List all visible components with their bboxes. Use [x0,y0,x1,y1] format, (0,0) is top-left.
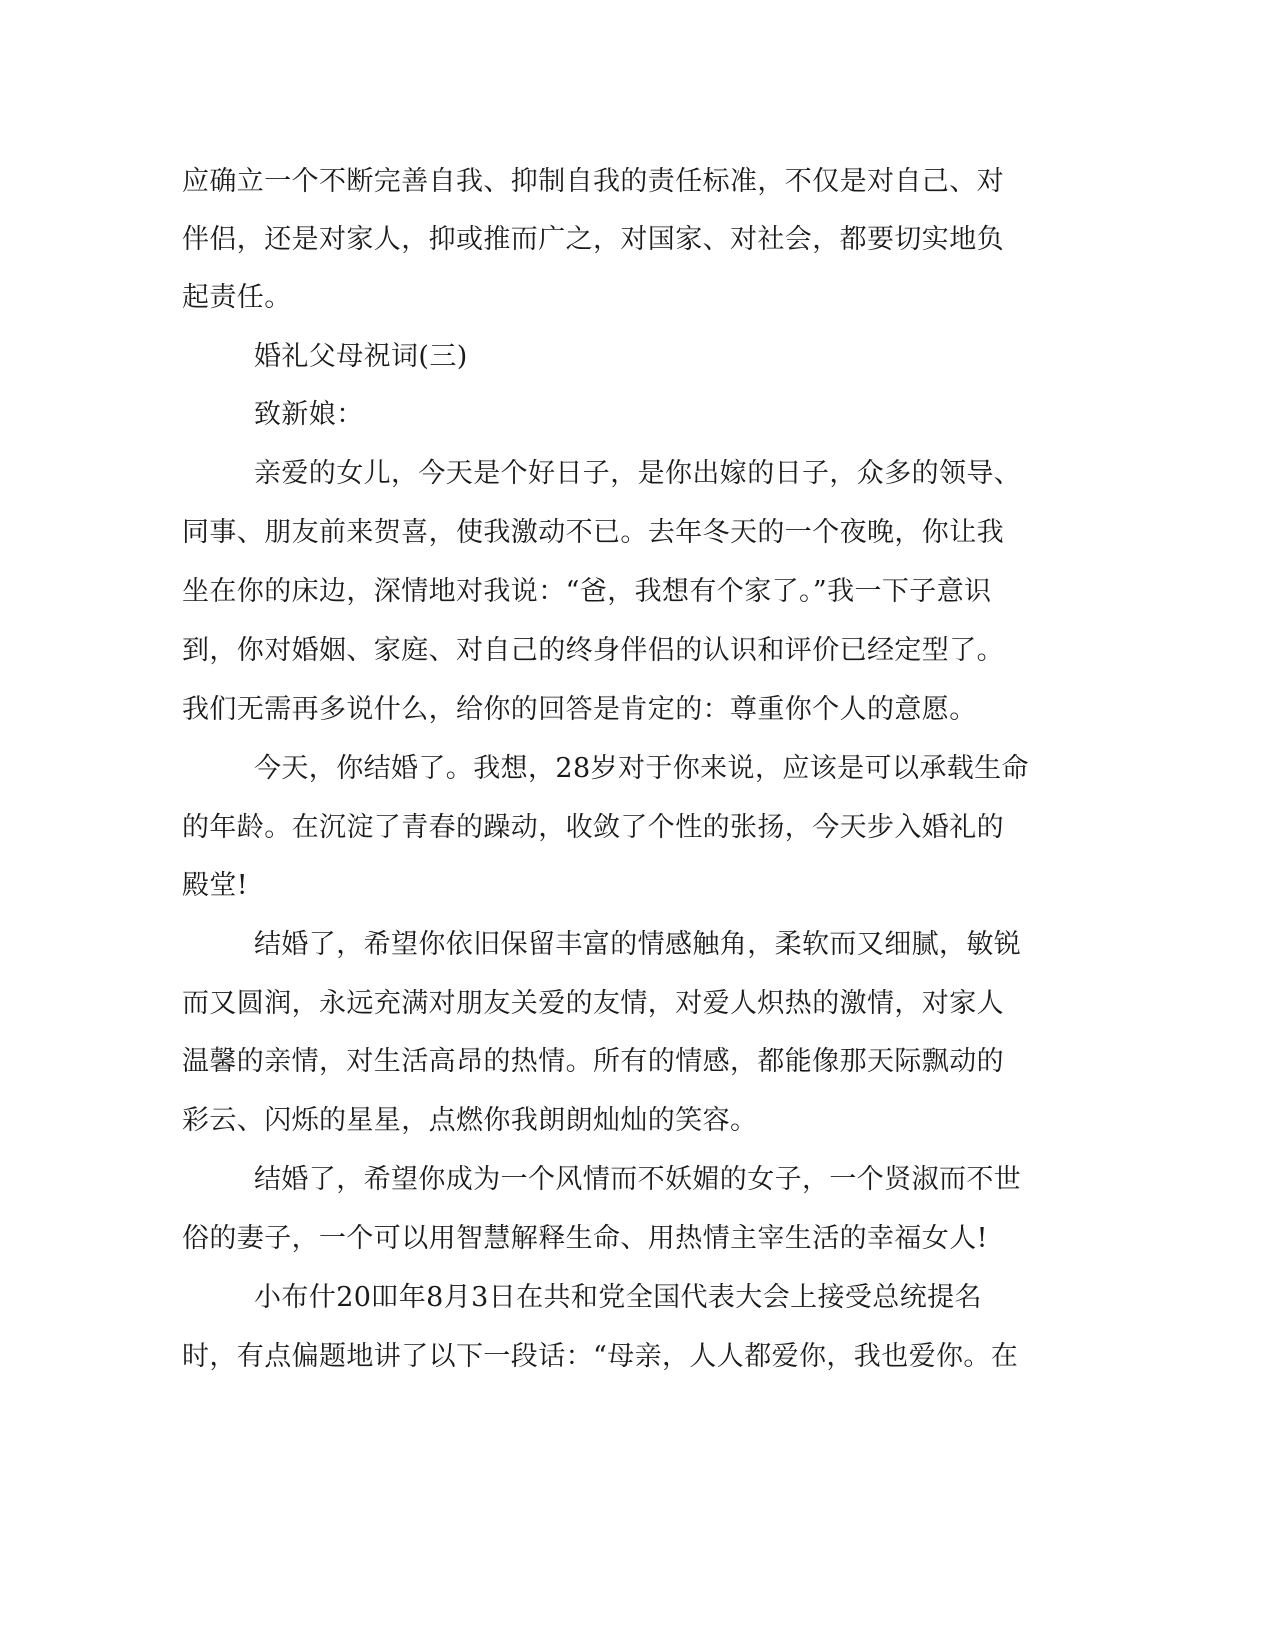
text-line: 坐在你的床边，深情地对我说：“爸，我想有个家了。”我一下子意识 [182,576,992,607]
text-line: 小布什20吅年8月3日在共和党全国代表大会上接受总统提名 [254,1282,982,1313]
text-line: 结婚了，希望你依旧保留丰富的情感触角，柔软而又细腻，敏锐 [254,929,1022,960]
text-line: 时，有点偏题地讲了以下一段话：“母亲，人人都爱你，我也爱你。在 [182,1341,1019,1372]
salutation: 致新娘： [254,399,364,430]
text-line: 到，你对婚姻、家庭、对自己的终身伴侣的认识和评价已经定型了。 [182,635,1004,666]
section-heading: 婚礼父母祝词(三) [254,341,468,372]
text-line: 温馨的亲情，对生活高昂的热情。所有的情感，都能像那天际飘动的 [182,1046,1004,1077]
text-line: 结婚了，希望你成为一个风情而不妖媚的女子，一个贤淑而不世 [254,1164,1022,1195]
text-line: 同事、朋友前来贺喜，使我激动不已。去年冬天的一个夜晚，你让我 [182,517,1004,548]
text-line: 而又圆润，永远充满对朋友关爱的友情，对爱人炽热的激情，对家人 [182,988,1004,1019]
text-line: 伴侣，还是对家人，抑或推而广之，对国家、对社会，都要切实地负 [182,224,1004,255]
text-line: 殿堂! [182,870,249,901]
text-line: 今天，你结婚了。我想，28岁对于你来说，应该是可以承载生命 [254,753,1029,784]
text-line: 起责任。 [182,282,292,313]
text-line: 的年龄。在沉淀了青春的躁动，收敛了个性的张扬，今天步入婚礼的 [182,812,1004,843]
text-line: 应确立一个不断完善自我、抑制自我的责任标准，不仅是对自己、对 [182,166,1004,197]
text-line: 俗的妻子，一个可以用智慧解释生命、用热情主宰生活的幸福女人! [182,1223,988,1254]
text-line: 我们无需再多说什么，给你的回答是肯定的：尊重你个人的意愿。 [182,694,977,725]
text-line: 亲爱的女儿，今天是个好日子，是你出嫁的日子，众多的领导、 [254,458,1022,489]
text-line: 彩云、闪烁的星星，点燃你我朗朗灿灿的笑容。 [182,1105,758,1136]
